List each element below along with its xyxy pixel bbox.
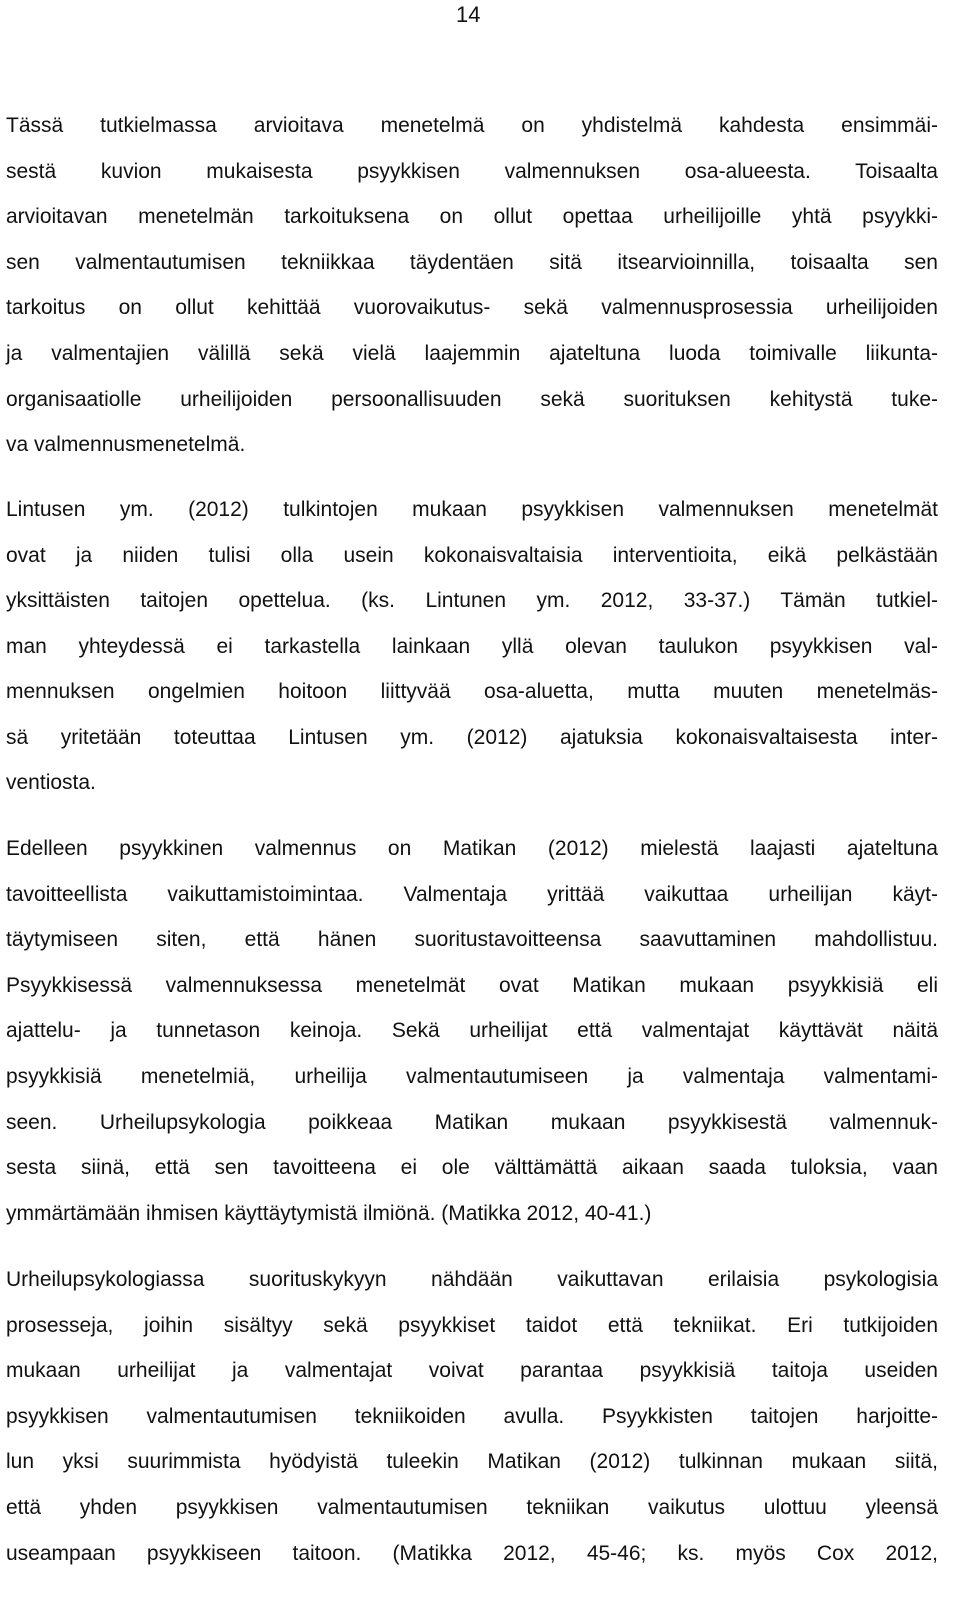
paragraph-lintunen bbox=[6, 487, 938, 806]
text-line: mennuksen ongelmien hoitoon liittyvää osa-aluetta, mutta muuten menetelmäs- bbox=[6, 680, 938, 703]
paragraph-sport-psychology bbox=[6, 1257, 938, 1576]
text-line: Psyykkisessä valmennuksessa menetelmät ovat Matikan mukaan psyykkisiä eli bbox=[6, 973, 938, 997]
text-line: sesta siinä, että sen tavoitteena ei ole välttämättä aikaan saada tuloksia, vaan bbox=[6, 1156, 938, 1180]
text-line: psyykkisiä menetelmiä, urheilija valmentautumiseen ja valmentaja valmentami- bbox=[6, 1064, 938, 1088]
text-line: että yhden psyykkisen valmentautumisen tekniikan vaikutus ulottuu yleensä bbox=[6, 1495, 938, 1519]
text-line: mukaan urheilijat ja valmentajat voivat parantaa psyykkisiä taitoja useiden bbox=[6, 1359, 938, 1383]
text-line: arvioitavan menetelmän tarkoituksena on ollut opettaa urheilijoille yhtä psyykki- bbox=[6, 205, 938, 229]
text-line: Edelleen psyykkinen valmennus on Matikan (2012) mielestä laajasti ajateltuna bbox=[6, 837, 938, 860]
text-line: ovat ja niiden tulisi olla usein kokonaisvaltaisia interventioita, eikä pelkästään bbox=[6, 543, 938, 567]
text-line: Tässä tutkielmassa arvioitava menetelmä on yhdistelmä kahdesta ensimmäi- bbox=[6, 114, 938, 137]
text-line: ymmärtämään ihmisen käyttäytymistä ilmiönä. (Matikka 2012, 40-41.) bbox=[6, 1201, 652, 1225]
text-line: sestä kuvion mukaisesta psyykkisen valmennuksen osa-alueesta. Toisaalta bbox=[6, 159, 938, 183]
text-line: man yhteydessä ei tarkastella lainkaan yllä olevan taulukon psyykkisen val- bbox=[6, 634, 938, 658]
page-number: 14 bbox=[456, 2, 481, 27]
text-line: sä yritetään toteuttaa Lintusen ym. (2012) ajatuksia kokonaisvaltaisesta inter- bbox=[6, 725, 938, 749]
text-line: Urheilupsykologiassa suorituskykyyn nähdään vaikuttavan erilaisia psykologisia bbox=[6, 1268, 938, 1291]
text-line: useampaan psyykkiseen taitoon. (Matikka 2012, 45-46; ks. myös Cox 2012, bbox=[6, 1541, 938, 1565]
text-line: ventiosta. bbox=[6, 771, 96, 794]
text-line: tavoitteellista vaikuttamistoimintaa. Valmentaja yrittää vaikuttaa urheilijan käyt- bbox=[6, 882, 938, 906]
text-line: seen. Urheilupsykologia poikkeaa Matikan mukaan psyykkisestä valmennuk- bbox=[6, 1110, 938, 1134]
text-line: prosesseja, joihin sisältyy sekä psyykkiset taidot että tekniikat. Eri tutkijoiden bbox=[6, 1313, 938, 1337]
text-line: tarkoitus on ollut kehittää vuorovaikutus- sekä valmennusprosessia urheilijoiden bbox=[6, 296, 938, 320]
text-line: psyykkisen valmentautumisen tekniikoiden avulla. Psyykkisten taitojen harjoitte- bbox=[6, 1404, 938, 1428]
text-line: lun yksi suurimmista hyödyistä tuleekin Matikan (2012) tulkinnan mukaan siitä, bbox=[6, 1450, 938, 1474]
text-line: ja valmentajien välillä sekä vielä laajemmin ajateltuna luoda toimivalle liikunta- bbox=[6, 341, 938, 365]
text-line: va valmennusmenetelmä. bbox=[6, 433, 246, 457]
paragraph-matikka bbox=[6, 826, 938, 1236]
text-line: Lintusen ym. (2012) tulkintojen mukaan psyykkisen valmennuksen menetelmät bbox=[6, 498, 938, 521]
text-line: ajattelu- ja tunnetason keinoja. Sekä urheilijat että valmentajat käyttävät näitä bbox=[6, 1019, 938, 1043]
paragraph-method-description bbox=[6, 103, 938, 468]
text-line: sen valmentautumisen tekniikkaa täydentäen sitä itsearvioinnilla, toisaalta sen bbox=[6, 250, 938, 274]
text-line: yksittäisten taitojen opettelua. (ks. Lintunen ym. 2012, 33-37.) Tämän tutkiel- bbox=[6, 589, 938, 612]
text-line: täytymiseen siten, että hänen suoritustavoitteensa saavuttaminen mahdollistuu. bbox=[6, 928, 938, 952]
text-line: organisaatiolle urheilijoiden persoonallisuuden sekä suorituksen kehitystä tuke- bbox=[6, 387, 938, 411]
